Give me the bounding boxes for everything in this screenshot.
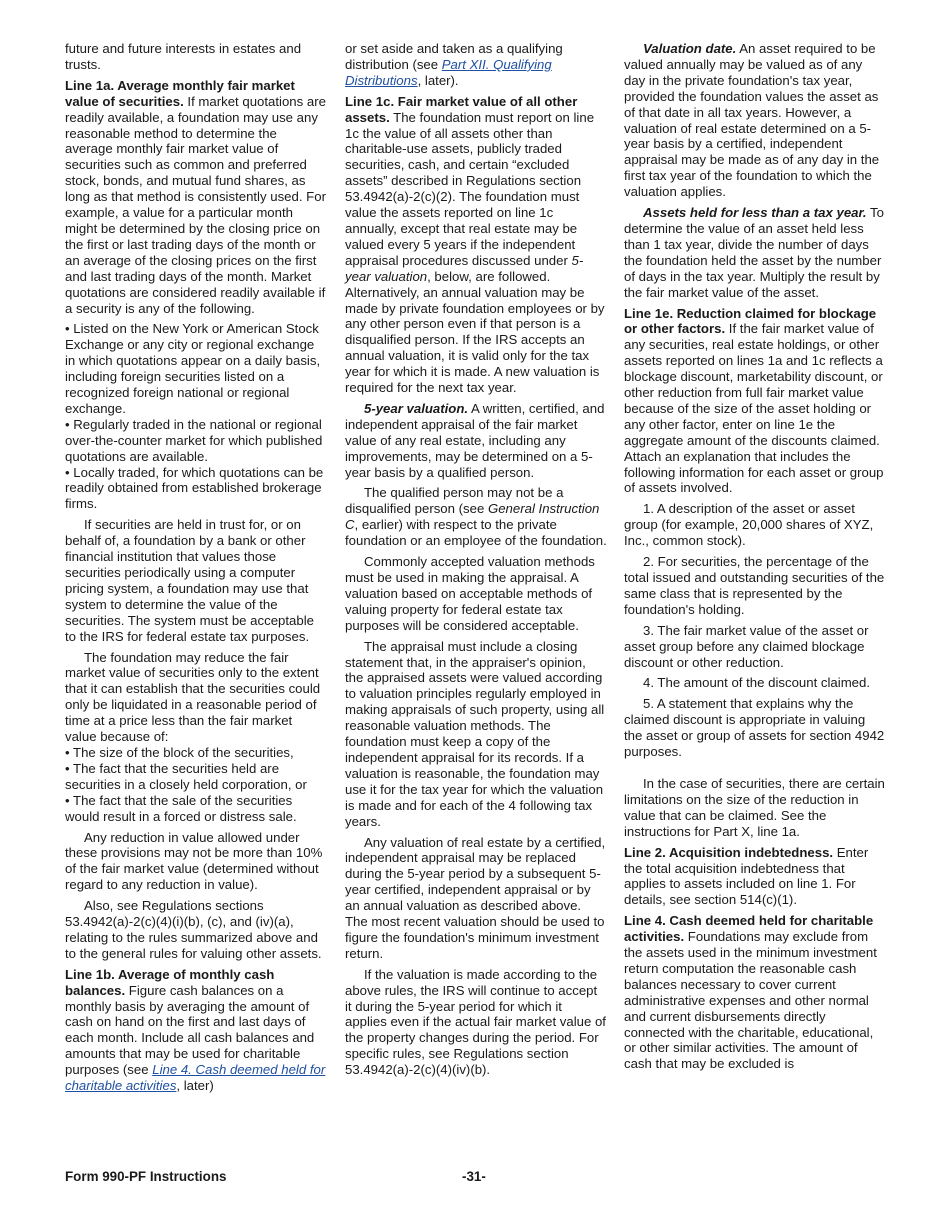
heading-line-1c: Line 1c. Fair market value of all other assets. [345, 93, 578, 125]
numbered-item: 1. A description of the asset or asset group (for example, 20,000 shares of XYZ, Inc., common stock). [624, 501, 874, 549]
numbered-item: 2. For securities, the percentage of the total issued and outstanding securities of the same class that is represented by the foundation's holding. [624, 554, 885, 617]
bullet-text: Listed on the New York or American Stock Exchange or any city or regional exchange in which quotations appear on a daily basis, including foreign securities listed on a recognized foreign national or regional exchange. [65, 321, 321, 416]
paragraph-line-4 [624, 913, 887, 1072]
paragraph-text: A written, certified, and independent appraisal of the fair market value of any real estate, including any improvements, may be determined on a 5-year basis by a qualified person. [345, 400, 605, 480]
heading-line-1b: Line 1b. Average of monthly cash balances. [65, 966, 275, 998]
bullet-text: The fact that the sale of the securities would result in a forced or distress sale. [65, 792, 297, 824]
paragraph-line-1b [65, 967, 327, 1094]
paragraph-text: To determine the value of an asset held less than 1 tax year, divide the number of days the foundation held the asset by the number of days in the tax year. Multiply the result by the fair market value of the asset. [624, 205, 884, 300]
bullet-text: The size of the block of the securities, [73, 744, 294, 760]
paragraph-text: Figure cash balances on a monthly basis by averaging the amount of cash on hand on the first and last days of each month. Include all cash balances and amounts that may be used for charitable purposes (see [65, 982, 315, 1078]
paragraph-text: If the fair market value of any securities, real estate holdings, or other assets reported on lines 1a and 1c reflects a blockage discount, marketability discount, or other reduction from full fair market value because of the size of the asset holding or any other factor, enter on line 1e the aggregate amount of the discounts claimed. Attach an explanation that includes the following information for each asset or group of assets involved. [624, 321, 884, 496]
column-left [65, 41, 327, 1099]
paragraph: If securities are held in trust for, or on behalf of, a foundation by a bank or other financial institution that values those securities periodically using a computer pricing system, a foundation may use that system to determine the value of the securities. The system must be acceptable to the IRS for federal estate tax purposes. [65, 517, 314, 644]
bullet-item: • Regularly traded in the national or regional over-the-counter market for which published quotations are available. [65, 416, 323, 464]
paragraph-text: , earlier) with respect to the private foundation or an employee of the foundation. [345, 517, 607, 549]
paragraph-5-year-valuation [345, 401, 607, 481]
bullet-item: • The size of the block of the securities, [65, 744, 294, 760]
paragraph-text: If market quotations are readily available, a foundation may use any reasonable method to determine the average monthly fair market value of securities such as common and preferred stock, bonds, and mutual fund shares, as long as that method is consistently used. For example, a value for a particular month might be determined by the closing price on the first or last trading days of the month or an average of the closing prices on the first and last trading days of the month. Market quotations are considered readily available if a security is any of the following. [65, 93, 326, 316]
paragraph [345, 485, 607, 549]
bullet-text: The fact that the securities held are securities in a closely held corporation, or [65, 760, 307, 792]
bullet-text: Locally traded, for which quotations can be readily obtained from established brokerage firms. [65, 464, 324, 512]
italic-term: General Instruction C [345, 501, 600, 533]
paragraph-assets-held [624, 205, 887, 300]
italic-term: 5-year valuation [345, 252, 584, 284]
bullet-item: • Locally traded, for which quotations can be readily obtained from established brokerage firms. [65, 464, 324, 512]
bullet-text: Regularly traded in the national or regional over-the-counter market for which published quotations are available. [65, 416, 323, 464]
numbered-item: 3. The fair market value of the asset or asset group before any claimed blockage discount or other reduction. [624, 622, 869, 670]
paragraph-text: or set aside and taken as a qualifying distribution (see [345, 41, 563, 72]
paragraph-line-1a [65, 78, 327, 317]
heading-line-1e: Line 1e. Reduction claimed for blockage or other factors. [624, 305, 877, 337]
heading-line-1a: Line 1a. Average monthly fair market value of securities. [65, 77, 295, 109]
paragraph-text: An asset required to be valued annually may be valued as of any day in the private foundation's tax year, provided the foundation values the asset as of that date in all tax years. However, a valuation of real estate determined on a 5-year basis by a certified, independent appraisal may be made as of any day in the first tax year of the foundation to which the valuation applies. [624, 41, 880, 200]
paragraph-text: , below, are followed. Alternatively, an annual valuation may be made by private foundation employees or by any other person even if that person is a disqualified person. If the IRS accepts an annual valuation, it is valid only for the tax year for which it is made. A new valuation is required for the next tax year. [345, 268, 605, 396]
paragraph-text: , later). [417, 72, 459, 88]
heading-line-2: Line 2. Acquisition indebtedness. [624, 844, 834, 860]
page-footer [65, 1169, 887, 1184]
heading-valuation-date: Valuation date. [643, 41, 737, 56]
paragraph: future and future interests in estates and trusts. [65, 41, 302, 72]
heading-assets-held: Assets held for less than a tax year. [643, 205, 867, 221]
paragraph: Any valuation of real estate by a certified, independent appraisal may be replaced during the 5-year period by a subsequent 5-year certified, independent appraisal or by an annual valuation as described above. The most recent valuation should be used to figure the foundation's minimum investment return. [345, 834, 606, 961]
paragraph-line-2 [624, 845, 887, 909]
link-part-xii[interactable]: Part XII. Qualifying Distributions [345, 56, 552, 88]
column-middle [345, 41, 607, 1083]
link-line-4-cash[interactable]: Line 4. Cash deemed held for charitable activities [65, 1062, 326, 1094]
paragraph: If the valuation is made according to the above rules, the IRS will continue to accept it during the 5-year period for which it applies even if the actual fair market value of the property changes during the period. For specific rules, see Regulations section 53.4942(a)-2(c)(4)(iv)(b). [345, 966, 606, 1078]
paragraph: Commonly accepted valuation methods must be used in making the appraisal. A valuation based on acceptable methods of valuing property for federal estate tax purposes will be considered acceptable. [345, 554, 595, 633]
bullet-item: • Listed on the New York or American Stock Exchange or any city or regional exchange in which quotations appear on a daily basis, including foreign securities listed on a recognized foreign national or regional exchange. [65, 321, 321, 416]
paragraph: Also, see Regulations sections 53.4942(a)-2(c)(4)(i)(b), (c), and (iv)(a), relating to the rules summarized above and to the general rules for valuing other assets. [65, 898, 322, 961]
paragraph-line-1e [624, 306, 887, 497]
column-right [624, 41, 887, 1077]
paragraph-text: The foundation must report on line 1c the value of all assets other than charitable-use assets, publicly traded securities, cash, and certain “excluded assets” described in Regulations section 53.4942(a)-2(c)(2). The foundation must value the assets reported on line 1c annually, except that real estate may be valued every 5 years if the independent appraisal procedures discussed under [345, 109, 595, 268]
heading-5-year-valuation: 5-year valuation. [364, 400, 469, 416]
bullet-item: • The fact that the securities held are securities in a closely held corporation, or [65, 760, 307, 792]
paragraph: Any reduction in value allowed under these provisions may not be more than 10% of the fair market value (determined without regard to any reduction in value). [65, 829, 323, 893]
paragraph [345, 41, 607, 89]
heading-line-4: Line 4. Cash deemed held for charitable activities. [624, 913, 874, 945]
bullet-item: • The fact that the sale of the securities would result in a forced or distress sale. [65, 792, 297, 824]
paragraph-text: , later) [176, 1078, 214, 1094]
paragraph-text: Foundations may exclude from the assets used in the minimum investment return computation the reasonable cash balances necessary to cover current administrative expenses and other normal and current disbursements directly connected with the charitable, educational, or other similar activities. The amount of cash that may be excluded is [624, 929, 877, 1072]
paragraph-line-1c [345, 94, 607, 396]
paragraph: The foundation may reduce the fair market value of securities only to the extent that it can establish that the securities could only be liquidated in a reasonable period of time at a price less than the fair market value because of: [65, 649, 321, 745]
paragraph-valuation-date [624, 41, 887, 200]
paragraph-text: The qualified person may not be a disqualified person (see [345, 485, 564, 517]
numbered-item: 5. A statement that explains why the claimed discount is appropriate in valuing the asset or group of assets for section 4942 purposes. [624, 696, 885, 760]
paragraph-text: Enter the total acquisition indebtedness that applies to assets included on line 1. For details, see section 514(c)(1). [624, 844, 869, 908]
page-number: -31- [462, 1169, 486, 1184]
paragraph: The appraisal must include a closing statement that, in the appraiser's opinion, the appraised assets were valued according to valuation principles regularly employed in making appraisals of such property, using all reasonable valuation methods. The foundation must keep a copy of the independent appraisal for its records. If a valuation is reasonable, the foundation may use it for the tax year for which the valuation is made and for each of the 4 following tax years. [345, 638, 605, 829]
paragraph: In the case of securities, there are certain limitations on the size of the reduction in value that can be claimed. See the instructions for Part X, line 1a. [624, 775, 885, 839]
form-name: Form 990-PF Instructions [65, 1169, 227, 1184]
numbered-item: 4. The amount of the discount claimed. [643, 675, 871, 691]
